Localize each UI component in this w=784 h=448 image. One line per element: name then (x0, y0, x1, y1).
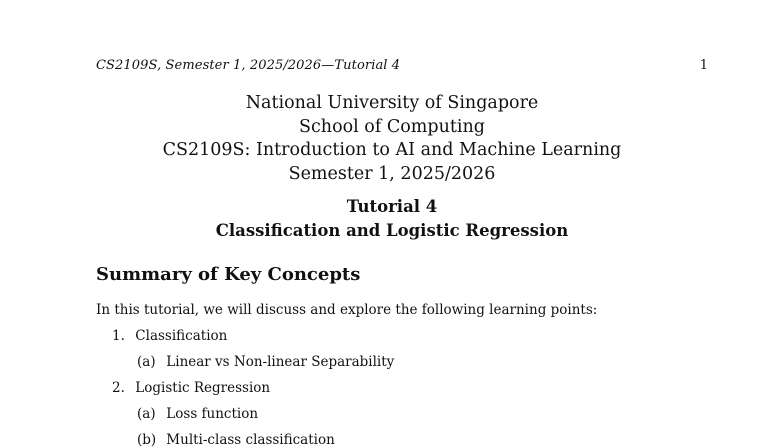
tutorial-number: Tutorial 4 (346, 197, 438, 216)
list-subitem-label: Loss function (166, 406, 259, 422)
list-subitem-marker: (b) (137, 432, 157, 448)
running-header: CS2109S, Semester 1, 2025/2026—Tutorial 4 (96, 58, 401, 73)
school-name: School of Computing (299, 116, 485, 137)
tutorial-block (0, 195, 784, 242)
list-subitem-label: Multi-class classification (166, 432, 335, 448)
course-title: CS2109S: Introduction to AI and Machine Learning (162, 140, 622, 160)
list-subitem-marker: (a) (137, 354, 156, 370)
list-item (112, 380, 270, 396)
list-item-label: Logistic Regression (135, 380, 271, 396)
section-heading: Summary of Key Concepts (96, 264, 361, 285)
list-item (112, 328, 227, 344)
list-subitem (137, 354, 394, 370)
list-item-marker: 2. (112, 380, 125, 396)
list-subitem-label: Linear vs Non-linear Separability (166, 354, 395, 370)
intro-paragraph: In this tutorial, we will discuss and explore the following learning points: (96, 302, 598, 318)
page-number: 1 (699, 58, 708, 73)
list-item-marker: 1. (112, 328, 125, 344)
list-subitem (137, 406, 258, 422)
list-subitem (137, 432, 335, 448)
semester-label: Semester 1, 2025/2026 (288, 163, 496, 184)
university-name: National University of Singapore (245, 93, 539, 113)
list-subitem-marker: (a) (137, 406, 156, 422)
title-block (0, 92, 784, 186)
list-item-label: Classification (135, 328, 228, 344)
tutorial-topic: Classification and Logistic Regression (215, 220, 569, 240)
